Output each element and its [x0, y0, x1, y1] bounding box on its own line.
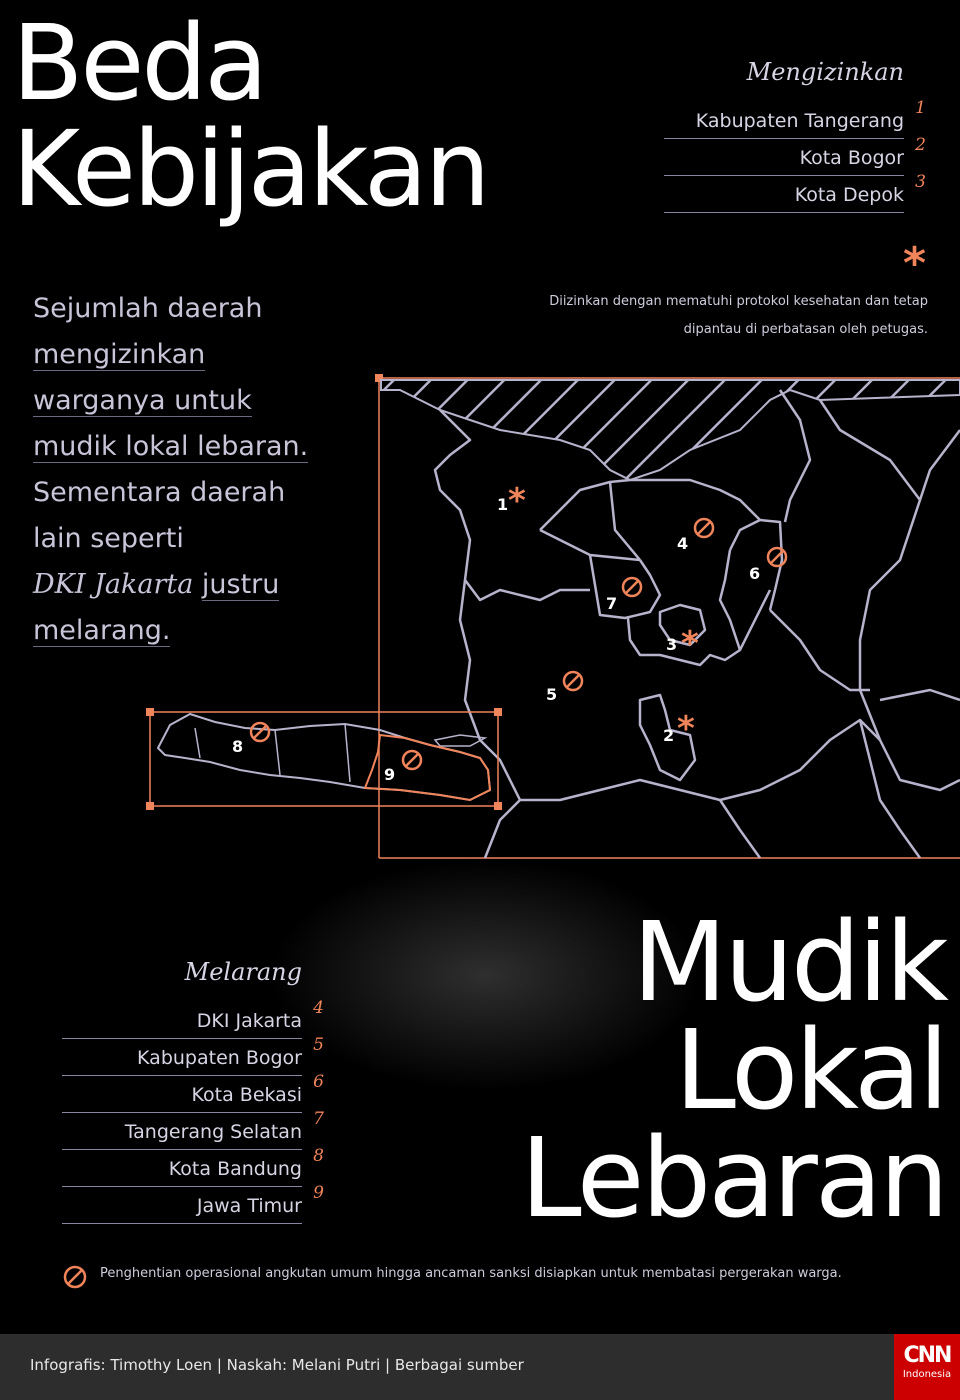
- ban-icon: [695, 519, 713, 537]
- logo-sub: Indonesia: [902, 1369, 952, 1380]
- list-item-label: Kota Bekasi: [191, 1084, 302, 1106]
- list-item: [62, 1109, 324, 1150]
- allow-heading: Mengizinkan: [746, 58, 904, 86]
- lead-line: Sementara daerah: [33, 477, 286, 508]
- list-item-number: 2: [915, 135, 926, 155]
- list-item-label: DKI Jakarta: [196, 1010, 302, 1032]
- list-item-label: Kabupaten Tangerang: [695, 110, 904, 132]
- list-item-number: 1: [915, 98, 926, 118]
- list-item-number: 7: [313, 1109, 324, 1129]
- asterisk-icon: *: [508, 481, 526, 521]
- list-item-label: Kota Bandung: [168, 1158, 302, 1180]
- map-label-1: 1: [497, 495, 509, 514]
- title-bottom-line: Lebaran: [520, 1114, 946, 1242]
- list-item-label: Tangerang Selatan: [124, 1121, 302, 1143]
- asterisk-icon: *: [681, 624, 699, 664]
- asterisk-icon: *: [677, 709, 695, 749]
- map-label-6: 6: [749, 564, 761, 583]
- map-label-8: 8: [232, 737, 244, 756]
- credit-text: Infografis: Timothy Loen | Naskah: Melani Putri | Berbagai sumber: [30, 1356, 524, 1374]
- map-label-5: 5: [546, 685, 558, 704]
- map-label-9: 9: [384, 765, 396, 784]
- list-item-label: Kabupaten Bogor: [137, 1047, 302, 1069]
- list-item-number: 5: [313, 1035, 324, 1055]
- ban-icons: [251, 519, 786, 769]
- list-item-number: 4: [313, 998, 324, 1018]
- lead-line: mengizinkan: [33, 339, 206, 370]
- footer: [0, 1334, 960, 1400]
- lead-line: lain seperti: [33, 523, 184, 554]
- ban-icon: [403, 751, 421, 769]
- list-item-label: Kota Bogor: [799, 147, 904, 169]
- ban-icon: [768, 548, 786, 566]
- list-item: [62, 1072, 324, 1113]
- list-item: [62, 1146, 324, 1187]
- map-label-3: 3: [666, 635, 678, 654]
- list-item-number: 3: [915, 172, 926, 192]
- list-item-number: 9: [313, 1183, 324, 1203]
- ban-icon: [251, 723, 269, 741]
- title-top-line: Kebijakan: [12, 108, 488, 230]
- allow-note: Diizinkan dengan mematuhi protokol kesehatan dan tetap dipantau di perbatasan oleh petugas.: [549, 294, 928, 337]
- list-item: [62, 1183, 324, 1224]
- list-item-number: 6: [313, 1072, 324, 1092]
- logo-main: CNN: [903, 1343, 951, 1368]
- ban-heading: Melarang: [184, 958, 302, 986]
- map-label-4: 4: [677, 534, 689, 553]
- hatched-area: [381, 380, 960, 480]
- list-item-label: Kota Depok: [794, 184, 904, 206]
- list-item-label: Jawa Timur: [196, 1195, 302, 1217]
- lead-line: mudik lokal lebaran.: [33, 431, 309, 462]
- lead-line: Sejumlah daerah: [33, 293, 263, 324]
- list-item: [62, 998, 324, 1039]
- ban-note: Penghentian operasional angkutan umum hingga ancaman sanksi disiapkan untuk membatasi pergerakan warga.: [100, 1266, 842, 1281]
- lead-italic: DKI Jakarta: [33, 569, 194, 600]
- asterisk-icon: *: [902, 238, 926, 289]
- lead-line: melarang.: [33, 615, 171, 646]
- ban-icon: [62, 1264, 90, 1292]
- cnn-logo: [894, 1334, 960, 1400]
- title-bottom-line: Lokal: [674, 1006, 946, 1134]
- title-top-line: Beda: [12, 2, 266, 124]
- java-inset: [146, 708, 502, 810]
- lead-line: justru: [201, 569, 280, 600]
- map-label-7: 7: [606, 594, 618, 613]
- list-item-number: 8: [313, 1146, 324, 1166]
- ban-list: [62, 998, 324, 1224]
- ban-icon: [623, 578, 641, 596]
- title-bottom-line: Mudik: [632, 898, 946, 1026]
- ban-icon: [564, 672, 582, 690]
- title-bottom: [520, 898, 946, 1242]
- lead-line: warganya untuk: [33, 385, 252, 416]
- map-label-2: 2: [663, 726, 675, 745]
- list-item: [62, 1035, 324, 1076]
